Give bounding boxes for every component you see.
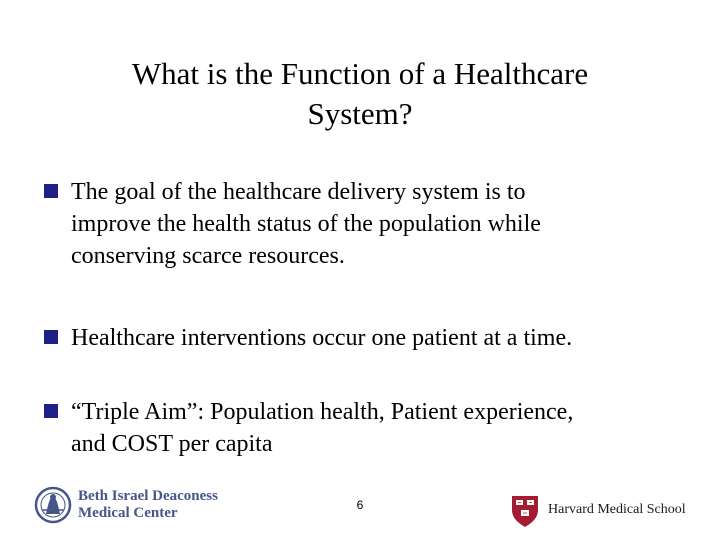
bullet-line: “Triple Aim”: Population health, Patient experience, [71,399,574,425]
bullet-text [71,322,684,354]
bidmc-name-line-1: Beth Israel Deaconess [78,488,218,504]
harvard-medical-school-name: Harvard Medical School [548,502,686,517]
slide-title [40,54,680,134]
bullet-line: improve the health status of the population while [71,211,541,237]
square-bullet-icon [44,404,58,418]
square-bullet-icon [44,330,58,344]
bullet-line: Healthcare interventions occur one patient at a time. [71,325,573,351]
bullet-line: The goal of the healthcare delivery system is to [71,179,526,205]
harvard-shield-icon [510,494,540,528]
bullet-item-interventions [44,322,684,354]
bidmc-name [78,488,218,522]
slide-title-line-1: What is the Function of a Healthcare [131,56,589,91]
bidmc-logo [34,484,224,530]
bullet-line: and COST per capita [71,431,273,457]
bullet-line: conserving scarce resources. [71,243,345,269]
harvard-medical-school-logo [510,494,690,530]
page-number: 6 [356,498,364,512]
bullet-item-goal [44,176,684,272]
bidmc-seal-icon [34,484,72,526]
bullet-item-triple-aim [44,396,684,460]
square-bullet-icon [44,184,58,198]
bidmc-name-line-2: Medical Center [78,505,178,521]
slide-title-line-2: System? [307,96,413,131]
bullet-text [71,396,684,460]
bullet-text [71,176,684,272]
